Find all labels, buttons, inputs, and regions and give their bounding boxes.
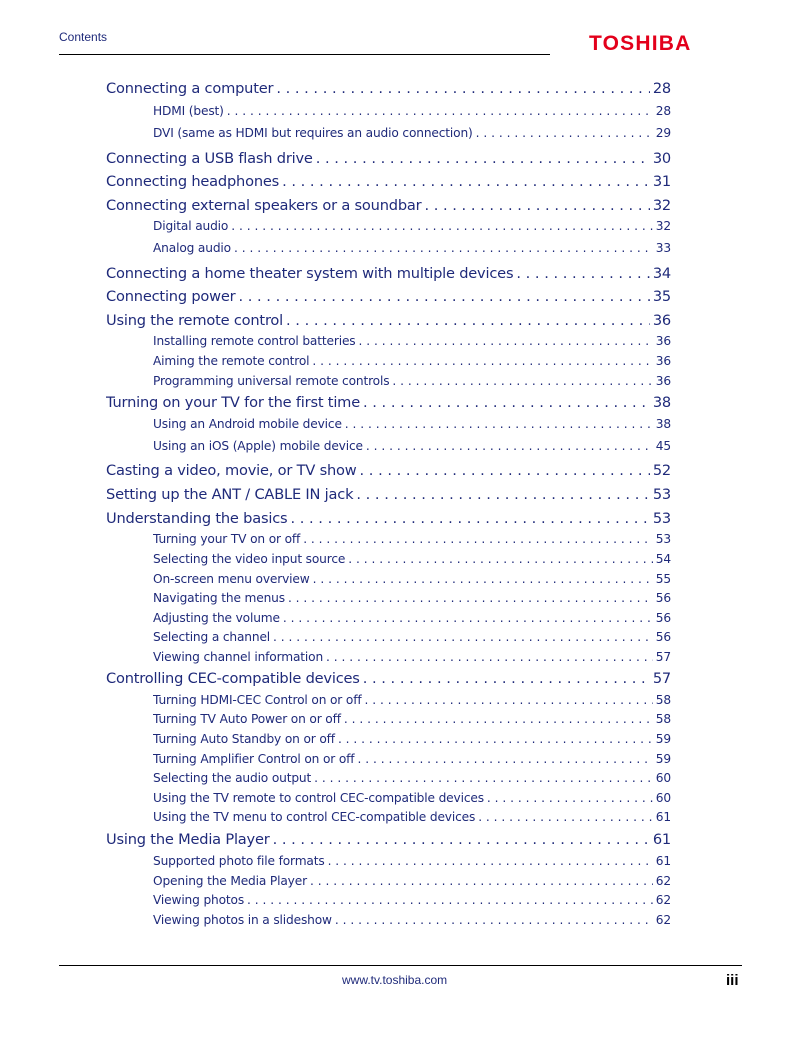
dot-leader <box>231 219 653 233</box>
toc-page-number: 52 <box>652 462 671 479</box>
toc-entry-title: Turning Amplifier Control on or off <box>153 752 355 766</box>
toc-entry-title: Connecting headphones <box>106 173 280 190</box>
dot-leader <box>303 532 653 546</box>
toc-entry-title: Connecting a home theater system with multiple devices <box>106 265 514 282</box>
toc-entry-title: Turning your TV on or off <box>153 532 301 546</box>
toc-section-entry[interactable] <box>153 241 671 255</box>
dot-leader <box>273 831 650 848</box>
toc-page-number: 38 <box>655 417 671 431</box>
dot-leader <box>288 591 653 605</box>
toc-entry-title: Selecting the video input source <box>153 552 346 566</box>
toc-entry-title: On-screen menu overview <box>153 572 310 586</box>
section-label: Contents <box>59 30 108 44</box>
dot-leader <box>359 334 653 348</box>
toc-entry-title: Using an iOS (Apple) mobile device <box>153 439 363 453</box>
toc-section-entry[interactable] <box>153 611 671 625</box>
toc-page-number: 56 <box>655 611 671 625</box>
toc-page-number: 32 <box>655 219 671 233</box>
toc-entry-title: Understanding the basics <box>106 510 288 527</box>
dot-leader <box>366 439 653 453</box>
toc-entry-title: Casting a video, movie, or TV show <box>106 462 357 479</box>
toshiba-logo: TOSHIBA <box>589 32 692 55</box>
toc-entry-title: Programming universal remote controls <box>153 374 390 388</box>
toc-chapter-entry[interactable] <box>106 510 671 527</box>
dot-leader <box>478 810 653 824</box>
toc-page-number: 53 <box>655 532 671 546</box>
toc-section-entry[interactable] <box>153 893 671 907</box>
toc-entry-title: Viewing channel information <box>153 650 324 664</box>
toc-section-entry[interactable] <box>153 791 671 805</box>
dot-leader <box>363 670 650 687</box>
dot-leader <box>356 486 649 503</box>
toc-page-number: 45 <box>655 439 671 453</box>
toc-chapter-entry[interactable] <box>106 831 671 848</box>
toc-entry-title: Digital audio <box>153 219 229 233</box>
toc-page-number: 59 <box>655 752 671 766</box>
toc-entry-title: Opening the Media Player <box>153 874 307 888</box>
toc-section-entry[interactable] <box>153 712 671 726</box>
dot-leader <box>247 893 653 907</box>
dot-leader <box>227 104 653 118</box>
toc-entry-title: Supported photo file formats <box>153 854 325 868</box>
toc-chapter-entry[interactable] <box>106 288 671 305</box>
dot-leader <box>273 630 653 644</box>
dot-leader <box>316 150 650 167</box>
dot-leader <box>363 394 650 411</box>
toc-page-number: 33 <box>655 241 671 255</box>
toc-page-number: 57 <box>655 650 671 664</box>
dot-leader <box>314 771 653 785</box>
toc-entry-title: Selecting the audio output <box>153 771 312 785</box>
toc-chapter-entry[interactable] <box>106 670 671 687</box>
dot-leader <box>360 462 650 479</box>
toc-section-entry[interactable] <box>153 104 671 118</box>
toc-page-number: 54 <box>655 552 671 566</box>
toc-section-entry[interactable] <box>153 752 671 766</box>
toc-page-number: 56 <box>655 591 671 605</box>
toc-entry-title: Selecting a channel <box>153 630 271 644</box>
toc-chapter-entry[interactable] <box>106 173 671 190</box>
toc-section-entry[interactable] <box>153 354 671 368</box>
dot-leader <box>290 510 649 527</box>
dot-leader <box>310 874 653 888</box>
toc-entry-title: Analog audio <box>153 241 231 255</box>
toc-page-number: 60 <box>655 771 671 785</box>
toc-entry-title: Using the TV remote to control CEC-compatible devices <box>153 791 484 805</box>
toc-page-number: 36 <box>655 374 671 388</box>
footer-url-link[interactable]: www.tv.toshiba.com <box>342 973 448 987</box>
toc-section-entry[interactable] <box>153 913 671 927</box>
dot-leader <box>392 374 652 388</box>
page-number: iii <box>726 972 739 989</box>
dot-leader <box>313 572 653 586</box>
toc-entry-title: Turning HDMI-CEC Control on or off <box>153 693 362 707</box>
toc-page-number: 61 <box>655 854 671 868</box>
dot-leader <box>286 312 650 329</box>
toc-section-entry[interactable] <box>153 417 671 431</box>
toc-section-entry[interactable] <box>153 874 671 888</box>
toc-section-entry[interactable] <box>153 693 671 707</box>
toc-entry-title: HDMI (best) <box>153 104 224 118</box>
toc-section-entry[interactable] <box>153 650 671 664</box>
dot-leader <box>476 126 653 140</box>
toc-page-number: 36 <box>655 354 671 368</box>
toc-page-number: 36 <box>652 312 671 329</box>
toc-section-entry[interactable] <box>153 854 671 868</box>
toc-chapter-entry[interactable] <box>106 394 671 411</box>
dot-leader <box>328 854 653 868</box>
toc-chapter-entry[interactable] <box>106 312 671 329</box>
toc-entry-title: Viewing photos <box>153 893 245 907</box>
toc-section-entry[interactable] <box>153 374 671 388</box>
dot-leader <box>283 611 653 625</box>
toc-entry-title: Connecting a USB flash drive <box>106 150 313 167</box>
toc-page-number: 53 <box>652 510 671 527</box>
toc-page-number: 36 <box>655 334 671 348</box>
toc-entry-title: Turning on your TV for the first time <box>106 394 360 411</box>
footer-divider <box>59 965 742 966</box>
dot-leader <box>345 417 653 431</box>
dot-leader <box>487 791 653 805</box>
toc-page-number: 30 <box>652 150 671 167</box>
toc-entry-title: Connecting external speakers or a soundbar <box>106 197 422 214</box>
dot-leader <box>516 265 649 282</box>
dot-leader <box>238 288 649 305</box>
toc-page-number: 58 <box>655 712 671 726</box>
dot-leader <box>234 241 653 255</box>
header-divider <box>59 54 550 55</box>
dot-leader <box>357 752 652 766</box>
toc-section-entry[interactable] <box>153 532 671 546</box>
toc-page-number: 59 <box>655 732 671 746</box>
toc-page-number: 57 <box>652 670 671 687</box>
toc-section-entry[interactable] <box>153 334 671 348</box>
dot-leader <box>338 732 653 746</box>
toc-section-entry[interactable] <box>153 810 671 824</box>
toc-chapter-entry[interactable] <box>106 80 671 97</box>
dot-leader <box>276 80 650 97</box>
toc-entry-title: Viewing photos in a slideshow <box>153 913 332 927</box>
toc-entry-title: Setting up the ANT / CABLE IN jack <box>106 486 354 503</box>
toc-page-number: 61 <box>652 831 671 848</box>
toc-page-number: 56 <box>655 630 671 644</box>
toc-section-entry[interactable] <box>153 439 671 453</box>
toc-entry-title: Navigating the menus <box>153 591 285 605</box>
dot-leader <box>364 693 652 707</box>
toc-entry-title: Turning Auto Standby on or off <box>153 732 335 746</box>
toc-section-entry[interactable] <box>153 219 671 233</box>
toc-page-number: 38 <box>652 394 671 411</box>
dot-leader <box>326 650 653 664</box>
dot-leader <box>282 173 650 190</box>
toc-page-number: 61 <box>655 810 671 824</box>
toc-section-entry[interactable] <box>153 771 671 785</box>
toc-section-entry[interactable] <box>153 552 671 566</box>
toc-page-number: 35 <box>652 288 671 305</box>
toc-page-number: 28 <box>652 80 671 97</box>
toc-page-number: 55 <box>655 572 671 586</box>
toc-section-entry[interactable] <box>153 630 671 644</box>
toc-entry-title: Turning TV Auto Power on or off <box>153 712 341 726</box>
toc-section-entry[interactable] <box>153 572 671 586</box>
toc-chapter-entry[interactable] <box>106 197 671 214</box>
toc-entry-title: Connecting power <box>106 288 236 305</box>
toc-entry-title: Controlling CEC-compatible devices <box>106 670 360 687</box>
toc-chapter-entry[interactable] <box>106 265 671 282</box>
toc-section-entry[interactable] <box>153 732 671 746</box>
toc-chapter-entry[interactable] <box>106 150 671 167</box>
toc-page-number: 58 <box>655 693 671 707</box>
toc-chapter-entry[interactable] <box>106 486 671 503</box>
toc-page-number: 32 <box>652 197 671 214</box>
dot-leader <box>312 354 652 368</box>
toc-entry-title: Aiming the remote control <box>153 354 310 368</box>
toc-section-entry[interactable] <box>153 591 671 605</box>
toc-chapter-entry[interactable] <box>106 462 671 479</box>
toc-page-number: 62 <box>655 893 671 907</box>
toc-section-entry[interactable] <box>153 126 671 140</box>
toc-entry-title: Using an Android mobile device <box>153 417 342 431</box>
dot-leader <box>344 712 653 726</box>
dot-leader <box>424 197 649 214</box>
toc-page-number: 31 <box>652 173 671 190</box>
toc-page-number: 62 <box>655 913 671 927</box>
toc-page-number: 29 <box>655 126 671 140</box>
toc-entry-title: Connecting a computer <box>106 80 274 97</box>
toc-page-number: 62 <box>655 874 671 888</box>
toc-entry-title: DVI (same as HDMI but requires an audio connection) <box>153 126 473 140</box>
dot-leader <box>335 913 653 927</box>
toc-page-number: 53 <box>652 486 671 503</box>
toc-entry-title: Adjusting the volume <box>153 611 280 625</box>
toc-entry-title: Using the TV menu to control CEC-compatible devices <box>153 810 476 824</box>
toc-entry-title: Using the Media Player <box>106 831 270 848</box>
toc-entry-title: Installing remote control batteries <box>153 334 356 348</box>
toc-page-number: 60 <box>655 791 671 805</box>
toc-page-number: 34 <box>652 265 671 282</box>
dot-leader <box>348 552 653 566</box>
toc-entry-title: Using the remote control <box>106 312 284 329</box>
toc-page-number: 28 <box>655 104 671 118</box>
